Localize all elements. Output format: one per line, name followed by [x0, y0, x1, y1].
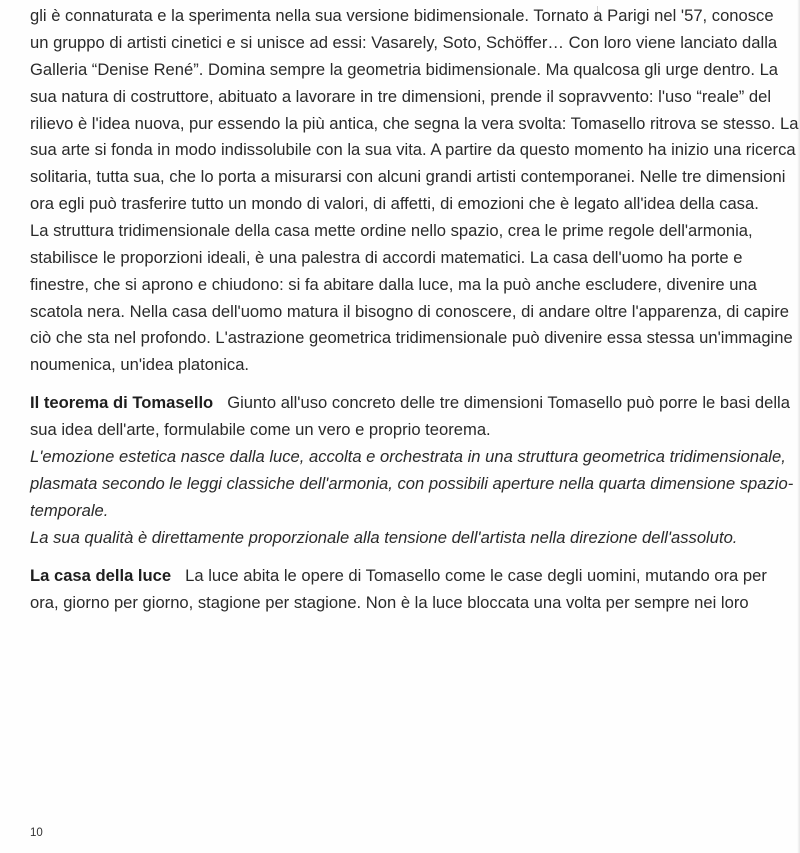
- theorem-text-line: plasmata secondo le leggi classiche dell'armonia, con possibili aperture nella quarta dimensione spazio-: [30, 474, 794, 493]
- section-heading: La casa della luce: [30, 566, 172, 585]
- body-text: Giunto all'uso concreto delle tre dimensioni Tomasello può porre le basi della: [227, 393, 790, 412]
- section-casa-first-line: [30, 566, 767, 586]
- body-text-line: gli è connaturata e la sperimenta nella sua versione bidimensionale. Tornato a Parigi nel '57, conosce: [30, 6, 774, 25]
- theorem-text-line: temporale.: [30, 501, 109, 520]
- body-text-line: solitaria, tutta sua, che lo porta a misurarsi con alcuni grandi artisti contemporanei. Nelle tre dimensioni: [30, 167, 786, 186]
- body-text-line: sua arte si fonda in modo indissolubile con la sua vita. A partire da questo momento ha inizio una ricerca: [30, 140, 796, 159]
- theorem-text-line: L'emozione estetica nasce dalla luce, accolta e orchestrata in una struttura geometrica tridimensionale,: [30, 447, 786, 466]
- body-text-line: ora, giorno per giorno, stagione per stagione. Non è la luce bloccata una volta per sempre nei loro: [30, 593, 749, 612]
- section-teorema-first-line: [30, 393, 790, 413]
- body-text-line: ciò che sta nel profondo. L'astrazione geometrica tridimensionale può divenire essa stessa un'immagine: [30, 328, 793, 347]
- body-text-line: noumenica, un'idea platonica.: [30, 355, 250, 374]
- body-text-line: scatola nera. Nella casa dell'uomo matura il bisogno di conoscere, di andare oltre l'apparenza, di capire: [30, 302, 790, 321]
- theorem-text-line: La sua qualità è direttamente proporzionale alla tensione dell'artista nella direzione dell'assoluto.: [30, 528, 738, 547]
- body-text-line: rilievo è l'idea nuova, pur essendo la più antica, che segna la vera svolta: Tomasello ritrova se stesso. La: [30, 114, 799, 133]
- body-text-line: finestre, che si aprono e chiudono: si fa abitare dalla luce, ma la può anche escludere, divenire una: [30, 275, 757, 294]
- body-text-line: La struttura tridimensionale della casa mette ordine nello spazio, crea le prime regole dell'armonia,: [30, 221, 753, 240]
- body-text-line: sua idea dell'arte, formulabile come un vero e proprio teorema.: [30, 420, 491, 439]
- page-number: 10: [30, 827, 43, 839]
- body-text: La luce abita le opere di Tomasello come le case degli uomini, mutando ora per: [185, 566, 767, 585]
- body-text-line: ora egli può trasferire tutto un mondo di valori, di affetti, di emozioni che è legato all'idea della casa.: [30, 194, 759, 213]
- section-heading: Il teorema di Tomasello: [30, 393, 214, 412]
- body-text-line: Galleria “Denise René”. Domina sempre la geometria bidimensionale. Ma qualcosa gli urge dentro. La: [30, 60, 779, 79]
- body-text-line: stabilisce le proporzioni ideali, è una palestra di accordi matematici. La casa dell'uomo ha porte e: [30, 248, 743, 267]
- body-text-line: sua natura di costruttore, abituato a lavorare in tre dimensioni, prende il sopravvento: l'uso “reale” del: [30, 87, 772, 106]
- body-text-line: un gruppo di artisti cinetici e si unisce ad essi: Vasarely, Soto, Schöffer… Con loro viene lanciato dalla: [30, 33, 778, 52]
